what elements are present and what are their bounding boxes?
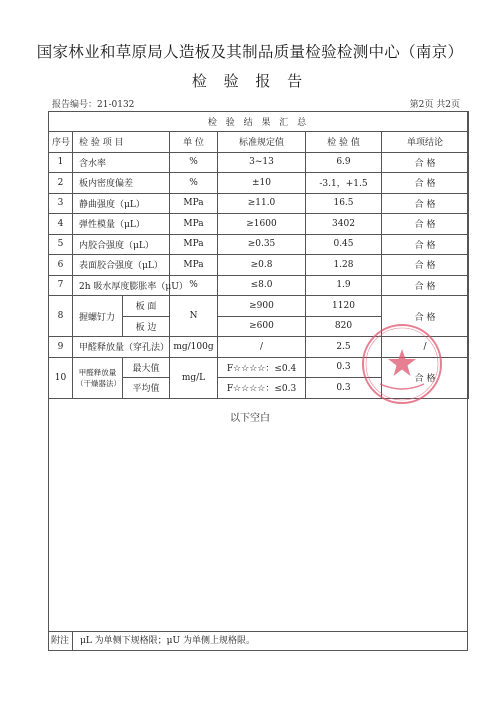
row-conclusion: 合 格 [382, 152, 469, 173]
row-item-line: （干燥器法） [76, 378, 121, 388]
header-unit: 单 位 [170, 132, 218, 153]
row-standard: ≥0.35 [218, 234, 306, 255]
row-standard: 3~13 [218, 152, 306, 173]
row-conclusion: 合 格 [382, 357, 469, 398]
row-conclusion: 合 格 [382, 173, 469, 194]
row-value: 0.3 [306, 378, 382, 399]
seal-star-icon [388, 349, 416, 376]
row-item [73, 357, 123, 398]
table-row [49, 234, 469, 255]
header-seq: 序号 [49, 132, 73, 153]
row-standard: ±10 [218, 173, 306, 194]
row-conclusion: 合 格 [382, 296, 469, 337]
row-value: 3402 [306, 214, 382, 235]
row-unit: N [170, 296, 218, 337]
row-conclusion: 合 格 [382, 214, 469, 235]
row-unit: MPa [170, 255, 218, 276]
row-conclusion: / [382, 337, 469, 358]
report-number: 报告编号：21-0132 [52, 100, 135, 110]
row-item: 甲醛释放量（穿孔法） [73, 337, 170, 358]
row-standard: F☆☆☆☆：≤0.3 [218, 378, 306, 399]
row-seq: 4 [49, 214, 73, 235]
row-value: 16.5 [306, 193, 382, 214]
table-row [49, 152, 469, 173]
row-value: 0.3 [306, 357, 382, 378]
row-seq: 5 [49, 234, 73, 255]
table-row [49, 275, 469, 296]
row-seq: 1 [49, 152, 73, 173]
row-item: 握螺钉力 [73, 296, 123, 337]
row-conclusion: 合 格 [382, 255, 469, 276]
row-value: 1.9 [306, 275, 382, 296]
row-standard: / [218, 337, 306, 358]
footnote-label: 附注 [48, 632, 73, 651]
row-seq: 8 [49, 296, 73, 337]
row-seq: 9 [49, 337, 73, 358]
table-row [49, 173, 469, 194]
row-item: 弹性模量（μL） [73, 214, 170, 235]
header-standard: 标准规定值 [218, 132, 306, 153]
row-unit: % [170, 173, 218, 194]
row-unit: MPa [170, 214, 218, 235]
row-unit: % [170, 275, 218, 296]
sub-item-label: 板 面 [123, 296, 170, 317]
report-heading: 检 验 报 告 [191, 72, 309, 90]
row-value: 820 [306, 316, 382, 337]
row-conclusion: 合 格 [382, 193, 469, 214]
row-seq: 3 [49, 193, 73, 214]
seal-lower-arc [380, 384, 424, 389]
row-item: 2h 吸水厚度膨胀率（μU） [73, 275, 170, 296]
row-unit: mg/L [170, 357, 218, 398]
sub-item-label: 平均值 [123, 378, 170, 399]
row-standard: ≤8.0 [218, 275, 306, 296]
row-standard: ≥1600 [218, 214, 306, 235]
row-item: 含水率 [73, 152, 170, 173]
row-item: 内胶合强度（μL） [73, 234, 170, 255]
table-row [49, 193, 469, 214]
sub-item-label: 最大值 [123, 357, 170, 378]
blank-note: 以下空白 [230, 413, 270, 424]
row-seq: 7 [49, 275, 73, 296]
row-value: 1120 [306, 296, 382, 317]
row-seq: 2 [49, 173, 73, 194]
row-standard: ≥600 [218, 316, 306, 337]
row-standard: ≥11.0 [218, 193, 306, 214]
row-seq: 6 [49, 255, 73, 276]
row-unit: MPa [170, 193, 218, 214]
page-number: 第2页 共2页 [409, 100, 460, 110]
header-row [49, 132, 469, 153]
row-item: 静曲强度（μL） [73, 193, 170, 214]
row-seq: 10 [49, 357, 73, 398]
row-value: 6.9 [306, 152, 382, 173]
header-conclusion: 单项结论 [382, 132, 469, 153]
official-seal-stamp [360, 322, 444, 406]
row-value: 2.5 [306, 337, 382, 358]
header-value: 检 验 值 [306, 132, 382, 153]
row-standard: ≥900 [218, 296, 306, 317]
footnote-text: μL 为单侧下规格限；μU 为单侧上规格限。 [80, 636, 255, 646]
row-unit: MPa [170, 234, 218, 255]
row-standard: F☆☆☆☆：≤0.4 [218, 357, 306, 378]
row-conclusion: 合 格 [382, 275, 469, 296]
row-standard: ≥0.8 [218, 255, 306, 276]
row-value: 0.45 [306, 234, 382, 255]
row-item: 表面胶合强度（μL） [73, 255, 170, 276]
table-row [49, 255, 469, 276]
summary-title: 检 验 结 果 汇 总 [49, 112, 469, 132]
row-unit: % [170, 152, 218, 173]
table-row [49, 214, 469, 235]
row-item: 板内密度偏差 [73, 173, 170, 194]
row-unit: mg/100g [170, 337, 218, 358]
row-item-line: 甲醛释放量 [78, 367, 117, 377]
row-value: -3.1，+1.5 [306, 173, 382, 194]
row-conclusion: 合 格 [382, 234, 469, 255]
footnote-row [48, 631, 468, 651]
header-item: 检 验 项 目 [73, 132, 170, 153]
sub-item-label: 板 边 [123, 316, 170, 337]
row-value: 1.28 [306, 255, 382, 276]
page-title: 国家林业和草原局人造板及其制品质量检验检测中心（南京） [36, 43, 464, 61]
table-row [49, 296, 469, 317]
